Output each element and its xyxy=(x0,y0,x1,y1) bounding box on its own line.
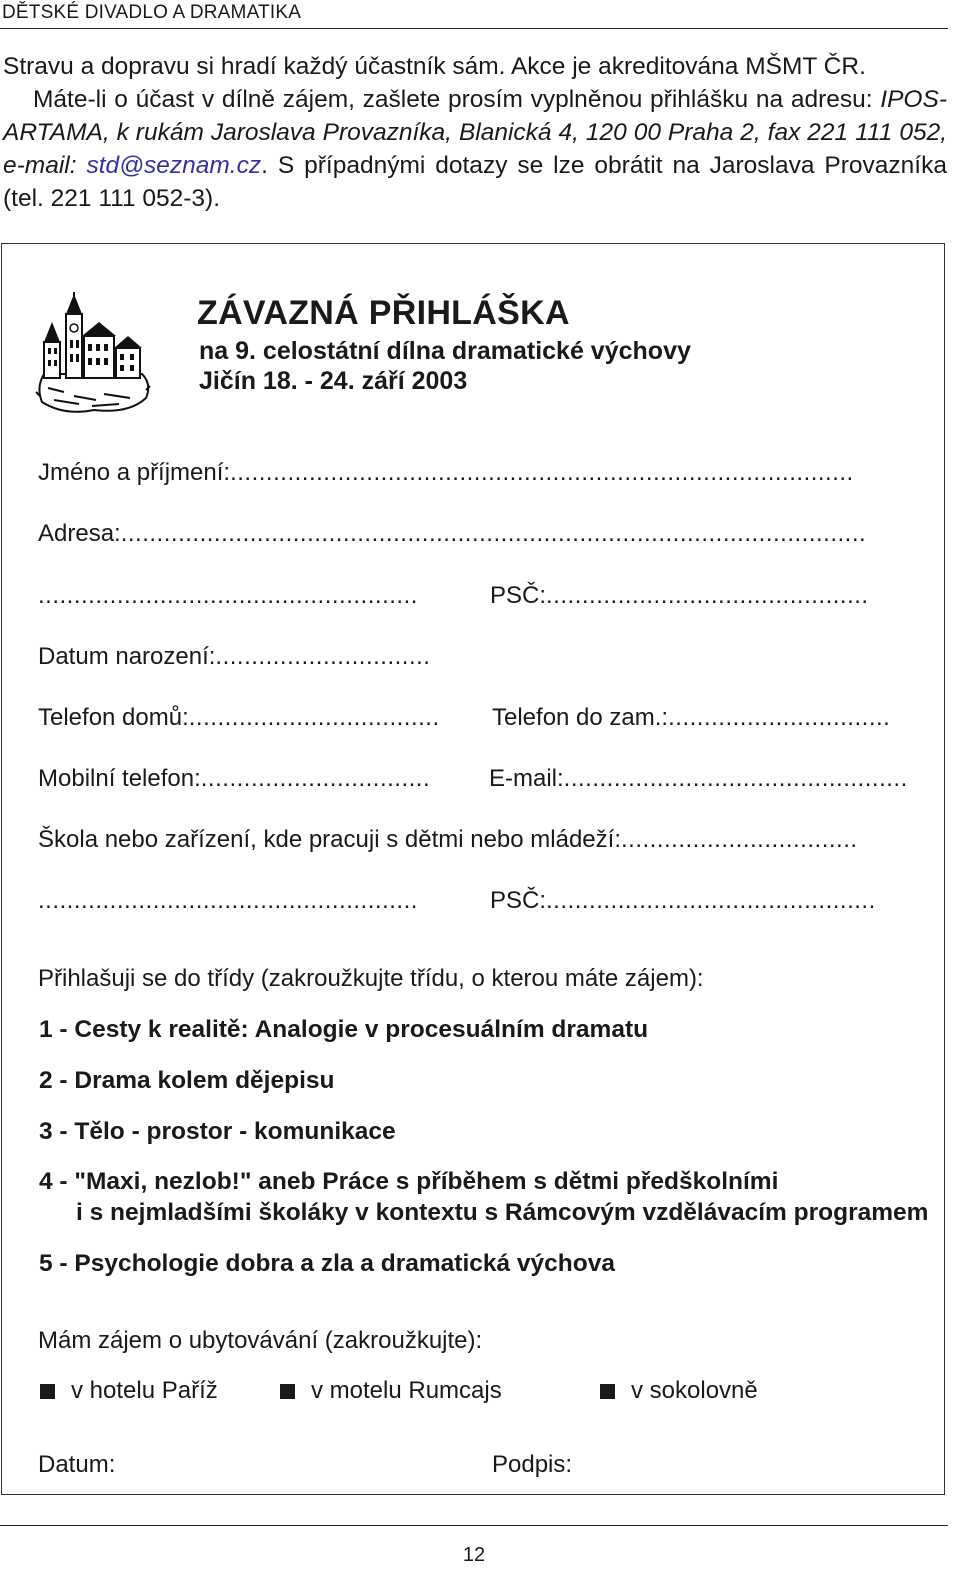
birth-label: Datum narození: xyxy=(38,643,216,670)
psc-field[interactable] xyxy=(490,582,869,610)
address-dots: ........................................................................................................ xyxy=(120,520,867,547)
signature-label[interactable]: Podpis: xyxy=(492,1451,573,1478)
form-title: ZÁVAZNÁ PŘIHLÁŠKA xyxy=(197,294,570,332)
school-psc-dots: .............................................. xyxy=(546,887,876,914)
address-field[interactable] xyxy=(38,520,866,548)
checkbox-square-icon xyxy=(600,1384,615,1399)
school-field[interactable] xyxy=(38,826,858,854)
email-link[interactable]: std@seznam.cz xyxy=(86,152,262,179)
work-phone-dots: ............................... xyxy=(668,704,891,731)
running-header: DĚTSKÉ DIVADLO A DRAMATIKA xyxy=(2,2,302,23)
school-dots: ................................. xyxy=(620,826,858,853)
accommodation-label: v sokolovně xyxy=(631,1377,758,1404)
course-option-3[interactable]: 3 - Tělo - prostor - komunikace xyxy=(39,1118,396,1145)
birth-dots: .............................. xyxy=(215,643,431,670)
course-option-2[interactable]: 2 - Drama kolem dějepisu xyxy=(39,1067,335,1094)
intro-text xyxy=(3,50,947,215)
email-field[interactable] xyxy=(489,765,908,793)
footer-rule xyxy=(0,1525,948,1526)
work-phone-field[interactable] xyxy=(492,704,890,732)
jicin-town-logo xyxy=(34,292,152,416)
accommodation-option-motel[interactable] xyxy=(280,1377,502,1405)
checkbox-square-icon xyxy=(40,1384,55,1399)
accommodation-label: v hotelu Paříž xyxy=(71,1377,218,1404)
intro-line-1: Stravu a dopravu si hradí každý účastník sám. Akce je akreditována MŠMT ČR. xyxy=(3,53,866,80)
accommodation-label: v motelu Rumcajs xyxy=(311,1377,502,1404)
course-option-5[interactable]: 5 - Psychologie dobra a zla a dramatická výchova xyxy=(39,1250,615,1277)
mobile-field[interactable] xyxy=(38,765,430,793)
email-label: E-mail: xyxy=(489,765,564,792)
school-address-dots: ..................................................... xyxy=(38,887,418,914)
psc-label: PSČ: xyxy=(490,582,547,609)
school-label: Škola nebo zařízení, kde pracuji s dětmi nebo mládeží: xyxy=(38,826,621,853)
name-dots: ....................................................................................... xyxy=(230,459,854,486)
name-label: Jméno a příjmení: xyxy=(38,459,231,486)
course-option-4[interactable] xyxy=(39,1168,928,1227)
accommodation-option-hotel[interactable] xyxy=(40,1377,218,1405)
course-option-1[interactable]: 1 - Cesty k realitě: Analogie v procesuálním dramatu xyxy=(39,1016,649,1043)
home-phone-field[interactable] xyxy=(38,704,440,732)
mobile-dots: ................................ xyxy=(200,765,431,792)
form-date-place: Jičín 18. - 24. září 2003 xyxy=(199,367,468,395)
school-psc-field[interactable] xyxy=(490,887,876,915)
form-subtitle: na 9. celostátní dílna dramatické výchovy xyxy=(199,337,691,365)
header-rule xyxy=(0,28,948,29)
name-field[interactable] xyxy=(38,459,854,487)
home-phone-dots: ................................... xyxy=(188,704,440,731)
work-phone-label: Telefon do zam.: xyxy=(492,704,669,731)
home-phone-label: Telefon domů: xyxy=(38,704,189,731)
classes-instruction: Přihlašuji se do třídy (zakroužkujte třídu, o kterou máte zájem): xyxy=(38,965,704,992)
school-address-field[interactable] xyxy=(38,887,418,915)
page-number: 12 xyxy=(462,1544,486,1566)
intro-text-part: Máte-li o účast v dílně zájem, zašlete prosím vyplněnou přihlášku na adresu: xyxy=(33,86,881,113)
checkbox-square-icon xyxy=(280,1384,295,1399)
accommodation-instruction: Mám zájem o ubytovávání (zakroužkujte): xyxy=(38,1327,483,1354)
intro-address: IPOS-ARTAMA, k rukám Jaroslava Provazníka, Blanická 4, 120 00 Praha 2, fax 221 111 052, e-mail: xyxy=(3,86,947,179)
psc-dots: ............................................. xyxy=(546,582,869,609)
school-psc-label: PSČ: xyxy=(490,887,547,914)
intro-paragraph xyxy=(3,83,947,215)
course-4-line-1: 4 - "Maxi, nezlob!" aneb Práce s příběhem s dětmi předškolními xyxy=(39,1168,779,1195)
date-label[interactable]: Datum: xyxy=(38,1451,116,1478)
intro-text-part: . S případnými dotazy se lze obrátit na Jaroslava Provazníka (tel. 221 111 052-3). xyxy=(3,152,947,212)
address2-dots: ..................................................... xyxy=(38,582,418,609)
email-dots: ................................................ xyxy=(563,765,908,792)
course-4-line-2: i s nejmladšími školáky v kontextu s Rámcovým vzdělávacím programem xyxy=(76,1199,929,1226)
birth-date-field[interactable] xyxy=(38,643,430,671)
application-form-box xyxy=(1,243,945,1495)
address-label: Adresa: xyxy=(38,520,121,547)
accommodation-option-gym[interactable] xyxy=(600,1377,758,1405)
address-line-2-field[interactable] xyxy=(38,582,418,610)
mobile-label: Mobilní telefon: xyxy=(38,765,201,792)
